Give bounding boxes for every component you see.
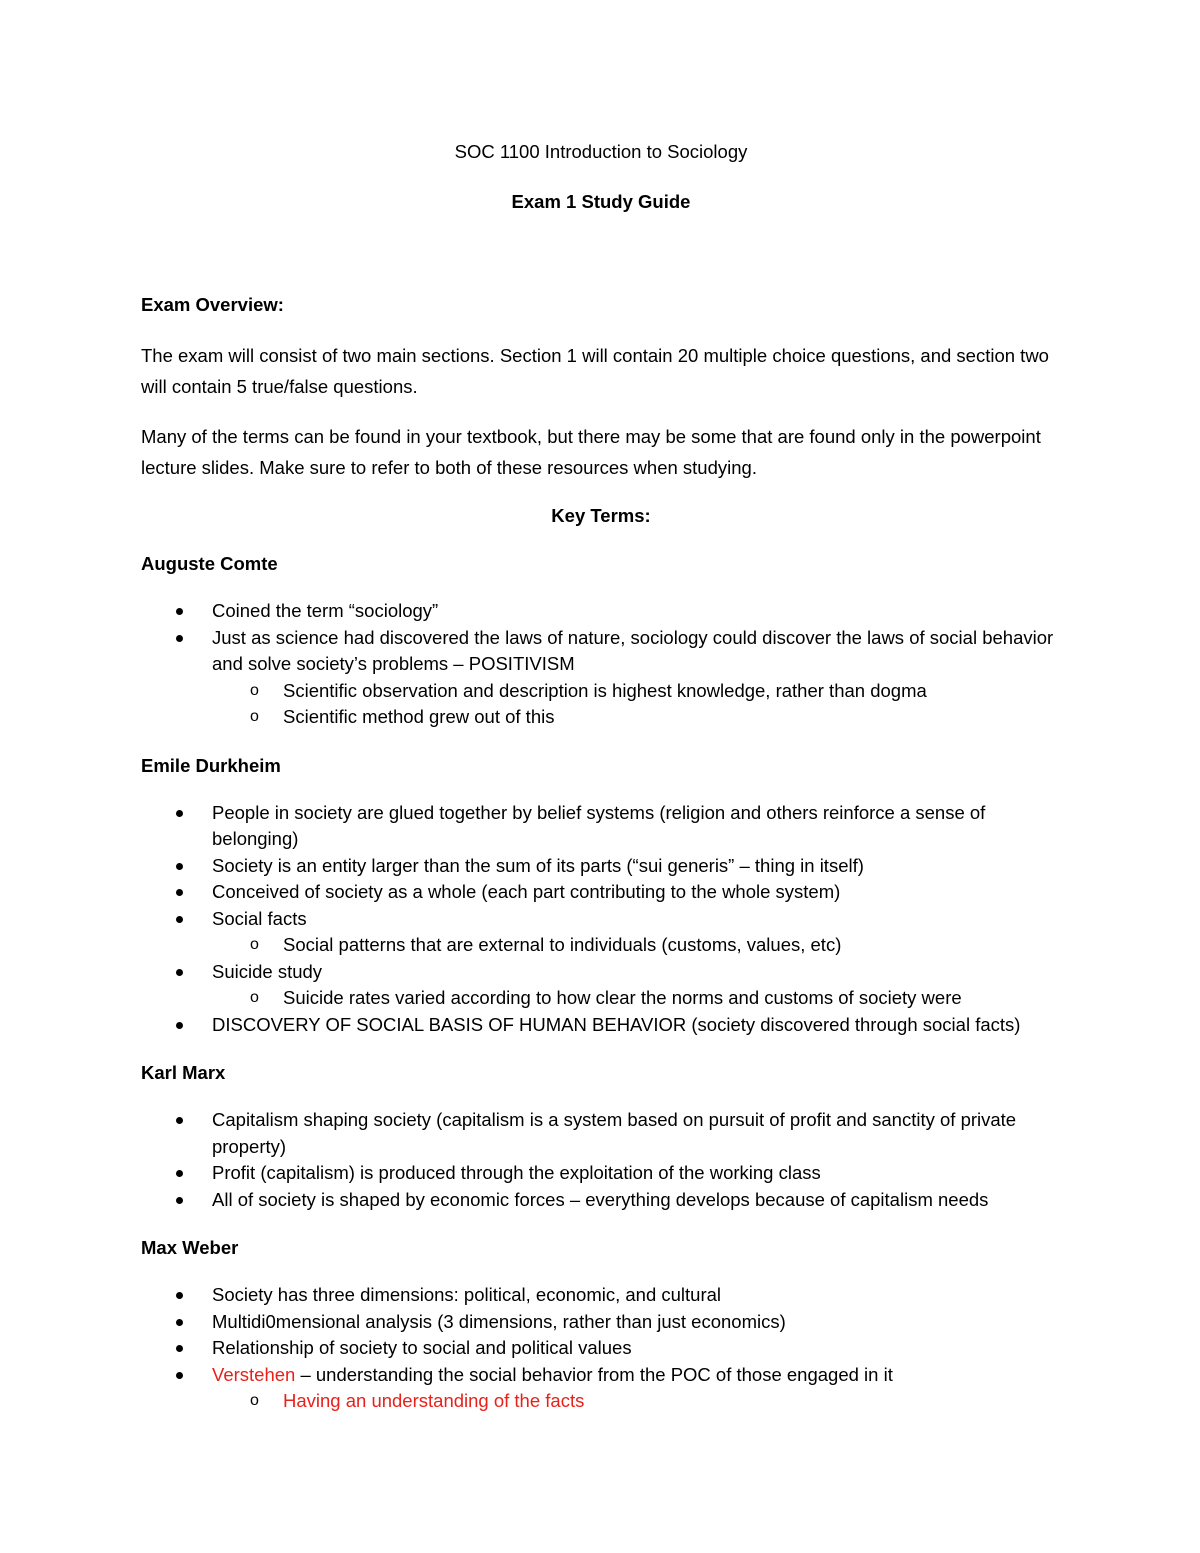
overview-paragraph: The exam will consist of two main sections. Section 1 will contain 20 multiple choice questions, and section two will contain 5 true/false questions. <box>141 345 1049 397</box>
bullet-text: – understanding the social behavior from the POC of those engaged in it <box>295 1363 893 1385</box>
document-title: SOC 1100 Introduction to Sociology <box>454 141 748 162</box>
sub-list <box>212 932 1061 959</box>
bullet-text: Just as science had discovered the laws of nature, sociology could discover the laws of social behavior and solve society’s problems – POSITIVISM <box>212 626 1054 674</box>
bullet-text: DISCOVERY OF SOCIAL BASIS OF HUMAN BEHAVIOR (society discovered through social facts) <box>212 1013 1021 1035</box>
bullet-item <box>141 906 1061 959</box>
bullet-text: People in society are glued together by belief systems (religion and others reinforce a sense of belonging) <box>212 801 986 849</box>
bullet-item <box>141 1107 1061 1160</box>
overview-paragraph: Many of the terms can be found in your textbook, but there may be some that are found only in the powerpoint lecture slides. Make sure to refer to both of these resources when studying. <box>141 426 1041 478</box>
bullet-list-comte <box>141 598 1061 731</box>
bullet-item <box>141 1335 1061 1362</box>
bullet-item <box>141 800 1061 853</box>
sub-list <box>212 678 1061 731</box>
sub-item <box>141 704 1061 731</box>
sub-list <box>212 985 1061 1012</box>
sub-bullet-marker: o <box>250 681 259 699</box>
section-heading-marx: Karl Marx <box>141 1062 226 1083</box>
bullet-text: Conceived of society as a whole (each part contributing to the whole system) <box>212 881 841 902</box>
sub-bullet-marker: o <box>250 1392 259 1409</box>
bullet-item <box>141 1362 1061 1415</box>
key-terms-heading: Key Terms: <box>551 505 651 526</box>
bullet-text: Multidi0mensional analysis (3 dimensions, rather than just economics) <box>212 1310 786 1332</box>
bullet-text: Society is an entity larger than the sum of its parts (“sui generis” – thing in itself) <box>212 854 864 876</box>
section-heading-durkheim: Emile Durkheim <box>141 754 281 776</box>
bullet-item <box>141 1282 1061 1309</box>
bullet-text: Coined the term “sociology” <box>212 600 439 621</box>
sub-item-text: Suicide rates varied according to how clear the norms and customs of society were <box>283 987 962 1008</box>
sub-bullet-marker: o <box>250 708 259 725</box>
bullet-text: Suicide study <box>212 960 323 982</box>
section-heading-weber: Max Weber <box>141 1237 239 1258</box>
document-subtitle: Exam 1 Study Guide <box>511 191 691 212</box>
sub-item <box>141 985 1061 1012</box>
bullet-item <box>141 1160 1061 1187</box>
bullet-item <box>141 598 1061 625</box>
bullet-item <box>141 1012 1061 1039</box>
sub-item-text-highlighted: Having an understanding of the facts <box>283 1390 585 1411</box>
bullet-item <box>141 1309 1061 1336</box>
sub-item <box>141 1388 1061 1415</box>
bullet-item <box>141 879 1061 906</box>
bullet-text: Society has three dimensions: political, economic, and cultural <box>212 1284 722 1305</box>
bullet-text: Capitalism shaping society (capitalism is a system based on pursuit of profit and sanctity of private property) <box>212 1109 1017 1157</box>
bullet-item <box>141 625 1061 731</box>
bullet-list-marx <box>141 1107 1061 1213</box>
document-content <box>141 138 1061 1436</box>
sub-item-text: Scientific observation and description is highest knowledge, rather than dogma <box>283 679 927 701</box>
bullet-item <box>141 853 1061 880</box>
sub-item <box>141 932 1061 959</box>
sub-bullet-marker: o <box>250 989 259 1006</box>
bullet-list-weber <box>141 1282 1061 1415</box>
sub-item-text: Social patterns that are external to individuals (customs, values, etc) <box>283 934 842 955</box>
bullet-item <box>141 1187 1061 1214</box>
bullet-list-durkheim <box>141 800 1061 1039</box>
highlighted-term-verstehen: Verstehen <box>212 1363 296 1385</box>
bullet-text: Relationship of society to social and political values <box>212 1337 632 1358</box>
section-heading-comte: Auguste Comte <box>141 553 278 574</box>
bullet-item <box>141 959 1061 1012</box>
bullet-text: Profit (capitalism) is produced through the exploitation of the working class <box>212 1162 821 1183</box>
sub-bullet-marker: o <box>250 936 259 953</box>
sub-item <box>141 678 1061 705</box>
bullet-text: All of society is shaped by economic forces – everything develops because of capitalism needs <box>212 1188 989 1210</box>
sub-item-text: Scientific method grew out of this <box>283 706 555 727</box>
sub-list <box>212 1388 1061 1415</box>
bullet-text: Social facts <box>212 907 307 929</box>
exam-overview-heading: Exam Overview: <box>141 294 284 315</box>
